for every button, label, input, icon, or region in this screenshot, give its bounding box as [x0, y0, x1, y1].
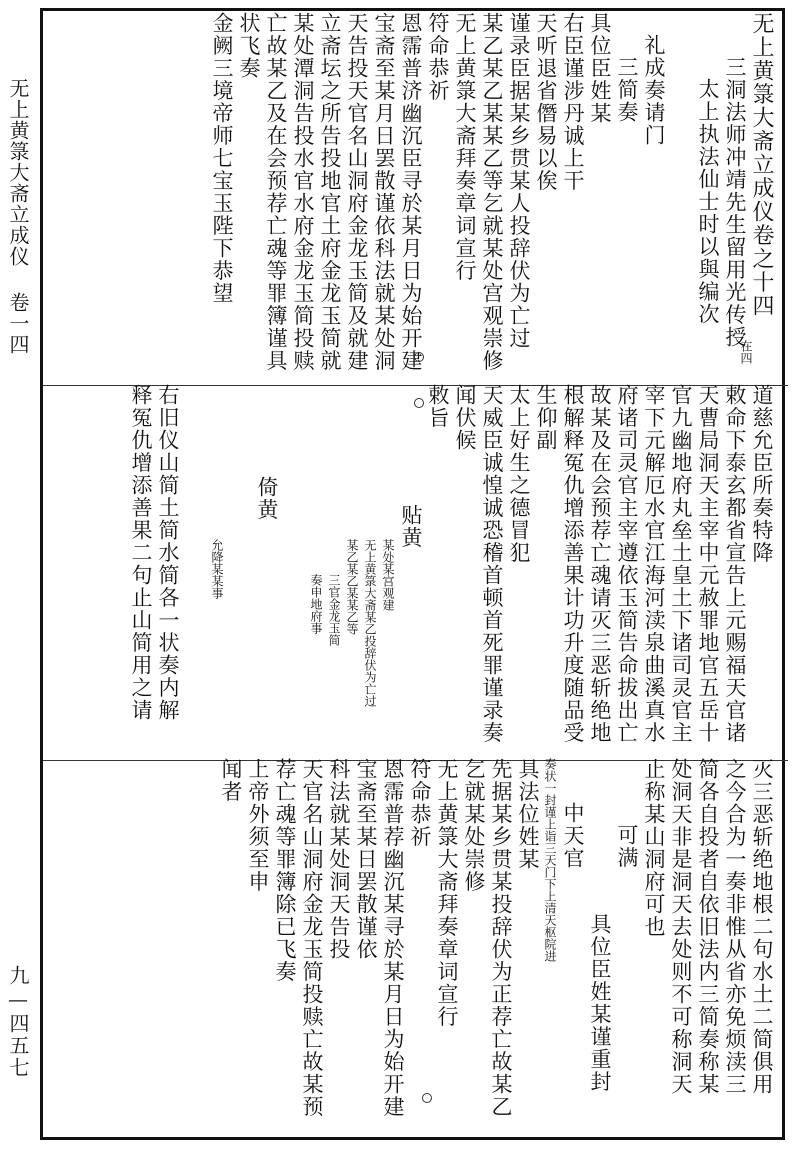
corner-note: 在四: [739, 340, 753, 364]
text-band-top: [42, 12, 783, 372]
text-column: 宝斋至某月日罢散谨依科法就某处洞: [372, 12, 396, 372]
text-column: 恩霈普荐幽沉某寻於某月日为始开建: [381, 758, 405, 1118]
text-column: 无上黄箓大斋立成仪卷之十四: [749, 12, 774, 318]
text-column: 灭三恶斩绝地根二句水土二简俱用: [750, 758, 774, 1096]
text-column: 谨录臣据某乡贯某人投辞伏为亡过: [507, 12, 531, 350]
text-column: 符命恭祈: [426, 12, 450, 102]
text-column: 右旧仪山简土简水简各一状奏内解: [156, 384, 180, 722]
text-column: 闻者: [219, 758, 243, 803]
text-column: 天曹局洞天主宰中元赦罪地官五岳十: [696, 384, 720, 744]
text-column: 无上黄箓大斋拜奏章词宣行: [435, 758, 459, 1028]
circle-mark: [414, 352, 424, 362]
margin-page-number: 九—四五七: [6, 965, 30, 1079]
text-column: 乞就某处崇修: [462, 758, 486, 893]
text-column: 具法位姓某: [516, 758, 540, 871]
text-column: 处洞天非是洞天去处则不可称洞天: [669, 758, 693, 1096]
text-column: 某处潭洞告投水官水府金龙玉简投赎: [291, 12, 315, 372]
text-column: 先据某乡贯某投辞伏为正荐亡故某乙: [489, 758, 513, 1118]
text-column: 生仰副: [534, 384, 558, 452]
text-column: 贴黄: [399, 504, 423, 549]
circle-mark: [422, 1093, 432, 1103]
text-column: 允降某某事: [210, 539, 224, 599]
text-column: 之今合为一奏非惟从省亦免烦渎三: [723, 758, 747, 1096]
text-column: 恩霈普济幽沉臣寻於某月日为始开建: [399, 12, 423, 372]
text-column: 止称某山洞府可也: [642, 758, 666, 938]
text-column: [226, 384, 253, 746]
text-column: 三官金龙玉简: [327, 574, 341, 646]
text-column: 某处某宫观建: [381, 539, 395, 611]
text-column: 无上黄箓大斋拜奏章词宣行: [453, 12, 477, 282]
text-column: 三洞法师冲靖先生留用光传授: [723, 56, 747, 349]
text-column: 闻伏候: [453, 384, 477, 452]
text-column: 具位臣姓某谨重封: [588, 913, 612, 1093]
text-column: 宰下元解厄水官江海河渎泉曲溪真水: [642, 384, 666, 744]
text-column: 官九幽地府丸垒土皇土下诸司灵官主: [669, 384, 693, 744]
text-column: 太上执法仙士时以與编次: [696, 78, 720, 326]
text-column: 荐亡魂等罪簿除已飞奏: [273, 758, 297, 983]
text-column: 某乙某乙某某乙等乞就某处宫观崇修: [480, 12, 504, 372]
text-column: 释冤仇增添善果二句止山简用之请: [129, 384, 153, 722]
text-column: 右臣谨涉丹诚上干: [561, 12, 585, 192]
text-column: 金阙三境帝师七宝玉陛下恭望: [210, 12, 234, 305]
text-column: 简各自投者自依旧法内三简奏称某: [696, 758, 720, 1096]
text-column: 根解释冤仇增添善果计功升度随品受: [561, 384, 585, 744]
text-column: 亡故某乙及在会预荐亡魂等罪簿谨具: [264, 12, 288, 372]
text-column: 某乙某乙某某乙等: [345, 539, 359, 635]
text-column: 三简奏: [615, 56, 639, 124]
text-column: 具位臣姓某: [588, 12, 612, 125]
text-column: 符命恭祈: [408, 758, 432, 848]
text-column: [280, 384, 307, 746]
text-band-middle: [42, 384, 783, 746]
text-column: 奏申地府事: [309, 574, 323, 634]
text-column: 科法就某处洞天告投: [327, 758, 351, 961]
text-column: [667, 12, 694, 372]
text-column: [181, 384, 208, 746]
text-column: 府诸司灵官主宰遵依玉简告命拔出亡: [615, 384, 639, 744]
text-column: 宝斋至某日罢散谨依: [354, 758, 378, 961]
text-column: 敕命下泰玄都省宣告上元赐福天官诸: [723, 384, 747, 744]
text-column: 太上好生之德冒犯: [507, 384, 531, 564]
text-column: 上帝外须至申: [246, 758, 270, 893]
text-column: 倚黄: [255, 476, 279, 521]
text-column: 天威臣诚惶诚恐稽首顿首死罪谨录奏: [480, 384, 504, 744]
text-column: 道慈允臣所奏特降: [750, 384, 774, 564]
text-column: 敕旨: [426, 384, 450, 429]
text-column: 状飞奏: [237, 12, 261, 80]
text-column: 天听退省僭易以俟: [534, 12, 558, 192]
margin-title: 无上黄箓大斋立成仪 卷一四: [6, 78, 30, 355]
text-column: 故某及在会预荐亡魂请灭三恶斩绝地: [588, 384, 612, 744]
circle-mark: [414, 398, 424, 408]
text-column: 立斋坛之所告投地官土府金龙玉简就: [318, 12, 342, 372]
text-column: 天官名山洞府金龙玉简投赎亡故某预: [300, 758, 324, 1118]
text-column: 天告投天官名山洞府金龙玉简及就建: [345, 12, 369, 372]
text-column: 中天官: [561, 802, 585, 870]
text-column: 礼成奏请门: [642, 34, 666, 147]
text-column: 可满: [615, 824, 639, 869]
text-band-bottom: [42, 758, 783, 1128]
text-column: 无上黄箓大斋某乙投辞伏为亡过: [363, 539, 377, 707]
text-column: 奏状一封谨上诣三天门下上清天枢院进: [543, 758, 557, 962]
